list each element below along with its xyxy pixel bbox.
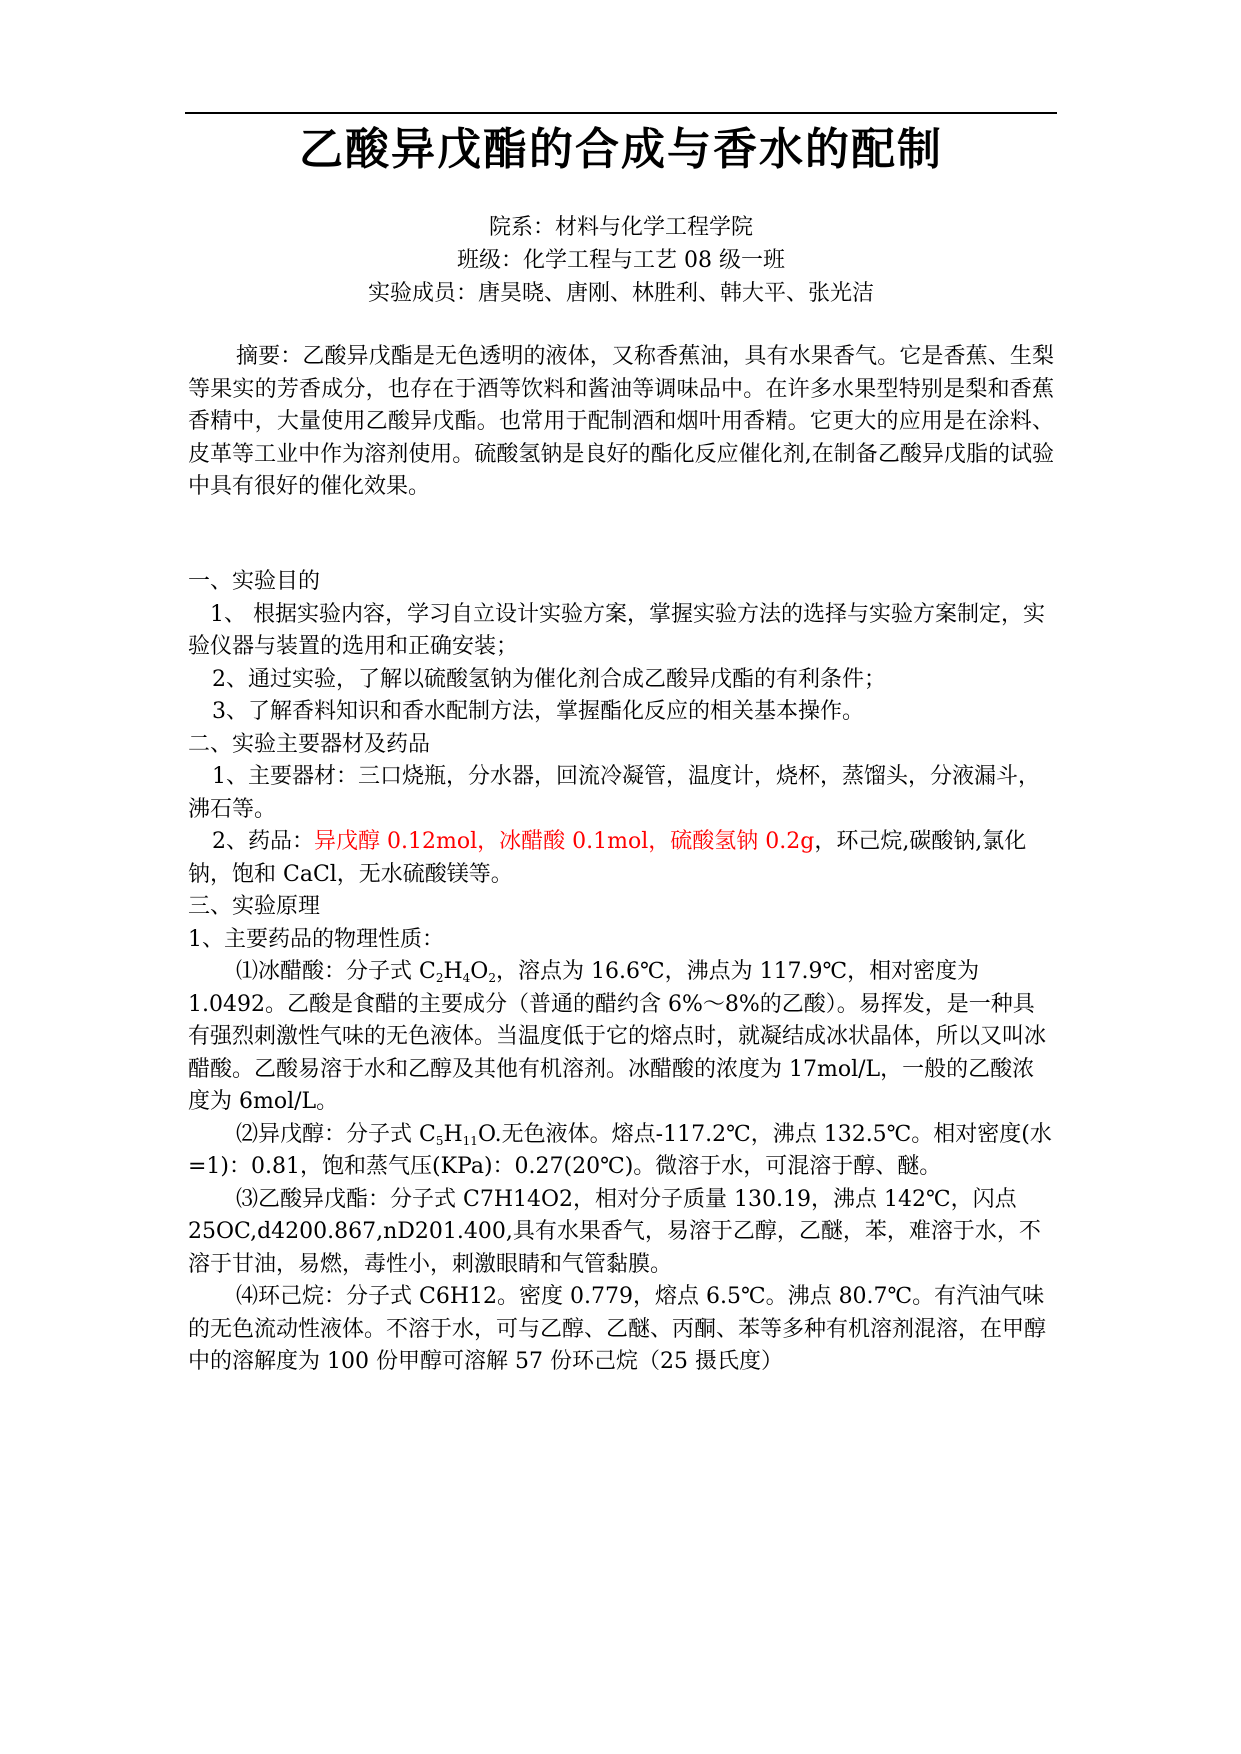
property-isoamyl-alcohol: ⑵异戊醇：分子式 $C_5H_{11}O$.无色液体。熔点-117.2℃，沸点 132.5℃。相对密度(水=1)：0.81，饱和蒸气压(KPa)：0.27(20℃)。微溶于水，可混溶于醇、醚。 [188,1121,1052,1179]
purpose-item-2: 2、通过实验，了解以硫酸氢钠为催化剂合成乙酸异戊酯的有利条件； [212,666,886,692]
members-line: 实验成员：唐昊晓、唐刚、林胜利、韩大平、张光洁 [367,281,874,306]
purpose-item-3: 3、了解香料知识和香水配制方法，掌握酯化反应的相关基本操作。 [212,699,864,724]
section-heading-purpose: 一、实验目的 [188,569,321,594]
materials-item-2-rest: ，环己烷,碳酸钠,氯化钠，饱和 CaCl，无水硫酸镁等。 [188,829,1027,887]
materials-item-2 [188,826,1054,891]
department-line: 院系：材料与化学工程学院 [488,215,753,240]
property-cyclohexane: ⑷环己烷：分子式 C6H12。密度 0.779，熔点 6.5℃。沸点 80.7℃。有汽油气味的无色流动性液体。不溶于水，可与乙醇、乙醚、丙酮、苯等多种有机溶剂混溶，在甲醇中的溶解度为 100 份甲醇可溶解 57 份环己烷（25 摄氏度） [188,1284,1047,1374]
property-isoamyl-acetate: ⑶乙酸异戊酯：分子式 C7H14O2，相对分子质量 130.19，沸点 142℃，闪点 25OC,d4200.867,nD201.400,具有水果香气，易溶于乙醇，乙醚，苯，难溶于水，不溶于甘油，易燃，毒性小，刺激眼睛和气管黏膜。 [188,1186,1041,1277]
sections-body [188,566,1054,1379]
abstract-paragraph: 摘要：乙酸异戊酯是无色透明的液体，又称香蕉油，具有水果香气。它是香蕉、生梨等果实的芳香成分，也存在于酒等饮料和酱油等调味品中。在许多水果型特别是梨和香蕉香精中，大量使用乙酸异戊酯。也常用于配制酒和烟叶用香精。它更大的应用是在涂料、皮革等工业中作为溶剂使用。硫酸氢钠是良好的酯化反应催化剂,在制备乙酸异戊脂的试验中具有很好的催化效果。 [188,344,1054,499]
class-line: 班级：化学工程与工艺 08 级一班 [457,248,785,273]
section-heading-principle: 三、实验原理 [188,894,321,919]
document-title: 乙酸异戊酯的合成与香水的配制 [299,124,943,175]
materials-item-2-prefix: 2、药品： [212,829,314,854]
header-rule [185,112,1057,114]
section-heading-materials: 二、实验主要器材及药品 [188,731,431,757]
purpose-item-1: 1、 根据实验内容，学习自立设计实验方案，掌握实验方法的选择与实验方案制定，实验仪器与装置的选用和正确安装； [188,601,1045,659]
materials-item-1: 1、主要器材：三口烧瓶，分水器，回流冷凝管，温度计，烧杯，蒸馏头，分液漏斗，沸石等。 [188,764,1040,822]
property-acetic-acid: ⑴冰醋酸：分子式 $C_2H_4O_2$，溶点为 16.6℃，沸点为 117.9℃，相对密度为 1.0492。乙酸是食醋的主要成分（普通的醋约含 6%～8%的乙酸）。易挥发，是一种具有强烈刺激性气味的无色液体。当温度低于它的熔点时，就凝结成冰状晶体，所以又叫冰醋酸。乙酸易溶于水和乙醇及其他有机溶剂。冰醋酸的浓度为 17mol/L，一般的乙酸浓度为 6mol/L。 [188,959,1047,1114]
reagent-amounts-highlight: 异戊醇 0.12mol，冰醋酸 0.1mol，硫酸氢钠 0.2g [314,829,815,854]
properties-subheading: 1、主要药品的物理性质： [188,926,444,952]
